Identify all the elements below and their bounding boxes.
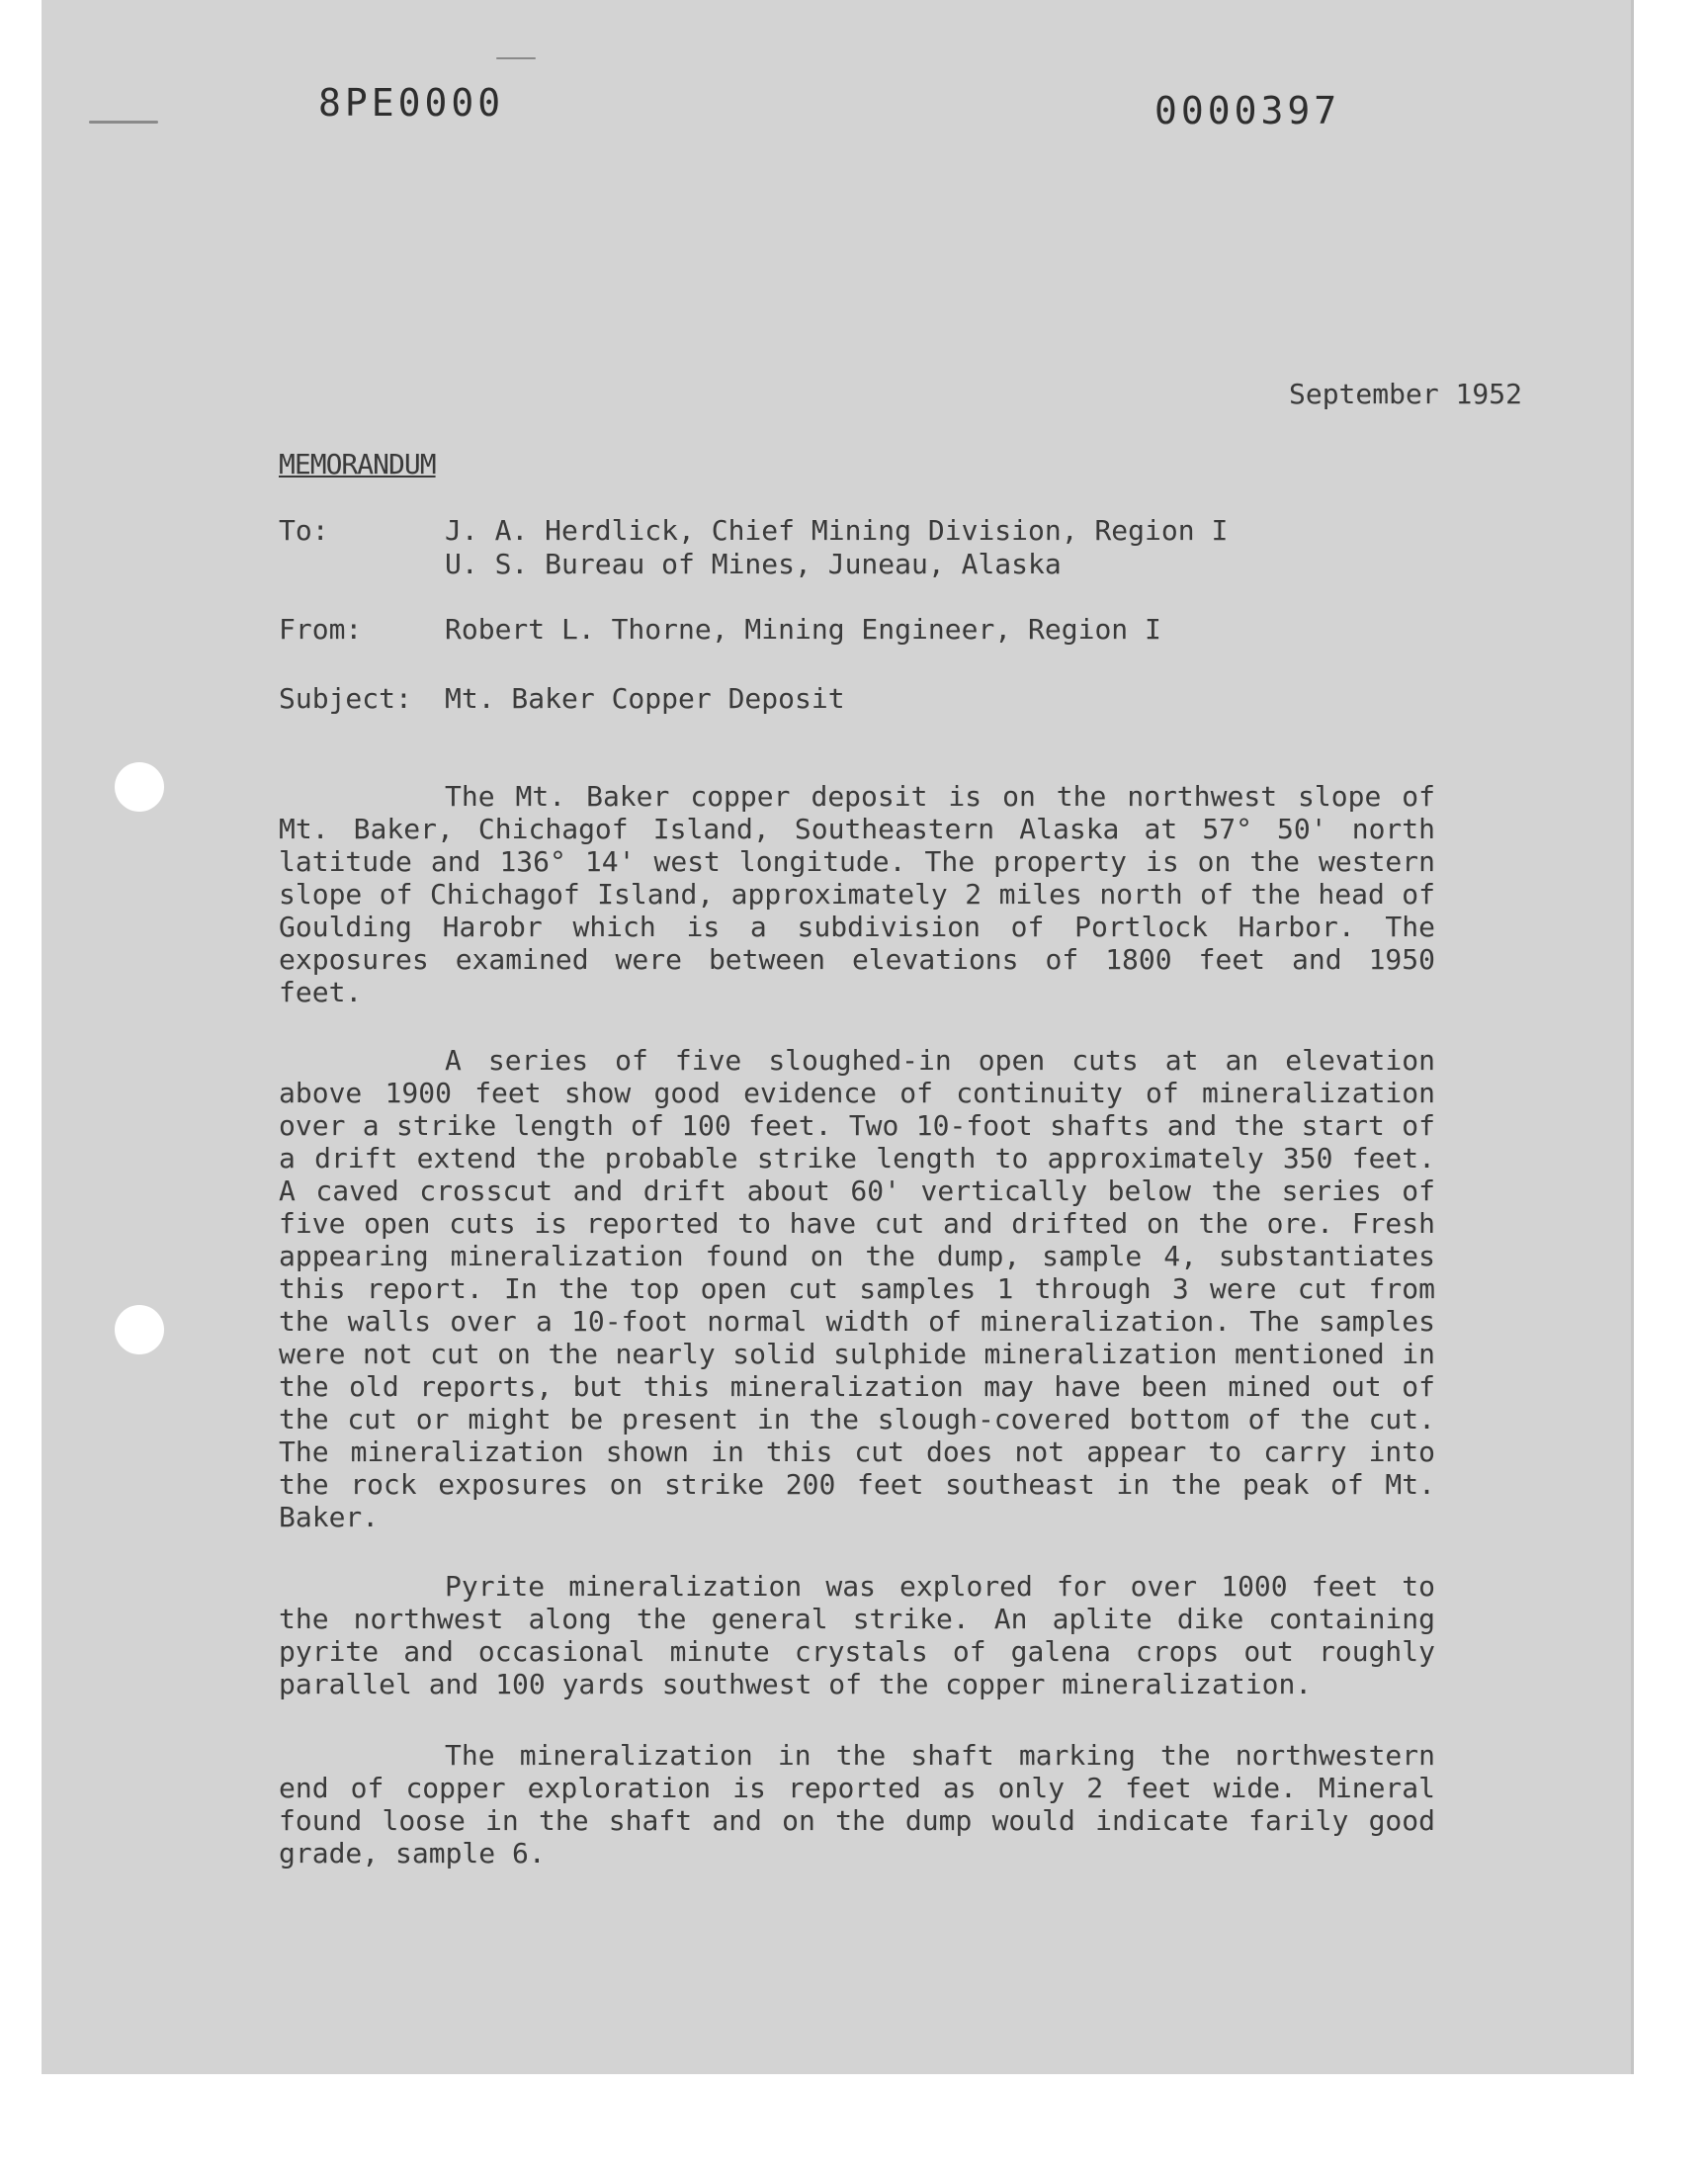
from-value: Robert L. Thorne, Mining Engineer, Region I bbox=[445, 613, 1161, 646]
memo-title: MEMORANDUM bbox=[279, 448, 436, 480]
body-paragraph-3: Pyrite mineralization was explored for over 1000 feet to the northwest along the general strike. An aplite dike containing pyrite and occasional minute crystals of galena crops out roughly parallel and 100 yards southwest of the copper mineralization. bbox=[279, 1570, 1435, 1700]
body-paragraph-2: A series of five sloughed-in open cuts at an elevation above 1900 feet show good evidence of continuity of mineralization over a strike length of 100 feet. Two 10-foot shafts and the start of a drift extend the probable strike length to approximately 350 feet. A caved crosscut and drift about 60' vertically below the series of five open cuts is reported to have cut and drifted on the ore. Fresh appearing mineralization found on the dump, sample 4, substantiates this report. In the top open cut samples 1 through 3 were cut from the walls over a 10-foot normal width of mineralization. The samples were not cut on the nearly solid sulphide mineralization mentioned in the old reports, but this mineralization may have been mined out of the cut or might be present in the slough-covered bottom of the cut. The mineralization shown in this cut does not appear to carry into the rock exposures on strike 200 feet southeast in the peak of Mt. Baker. bbox=[279, 1044, 1435, 1533]
subject-label: Subject: bbox=[279, 682, 412, 715]
to-label: To: bbox=[279, 514, 329, 547]
doc-id-left: 8PE0000 bbox=[318, 81, 505, 125]
from-label: From: bbox=[279, 613, 363, 646]
punch-hole bbox=[115, 762, 164, 812]
scan-mark bbox=[496, 57, 536, 59]
doc-id-right: 0000397 bbox=[1154, 89, 1341, 132]
to-line-1: J. A. Herdlick, Chief Mining Division, Region I bbox=[445, 514, 1229, 547]
body-paragraph-1: The Mt. Baker copper deposit is on the northwest slope of Mt. Baker, Chichagof Island, Southeastern Alaska at 57° 50' north latitude and 136° 14' west longitude. The property is on the western slope of Chichagof Island, approximately 2 miles north of the head of Goulding Harobr which is a subdivision of Portlock Harbor. The exposures examined were between elevations of 1800 feet and 1950 feet. bbox=[279, 780, 1435, 1008]
to-line-2: U. S. Bureau of Mines, Juneau, Alaska bbox=[445, 548, 1062, 580]
body-paragraph-4: The mineralization in the shaft marking the northwestern end of copper exploration is reported as only 2 feet wide. Mineral found loose in the shaft and on the dump would indicate farily good grade, sample 6. bbox=[279, 1739, 1435, 1870]
punch-hole bbox=[115, 1305, 164, 1354]
subject-value: Mt. Baker Copper Deposit bbox=[445, 682, 845, 715]
scan-mark bbox=[89, 121, 158, 124]
memo-date: September 1952 bbox=[1288, 378, 1522, 410]
